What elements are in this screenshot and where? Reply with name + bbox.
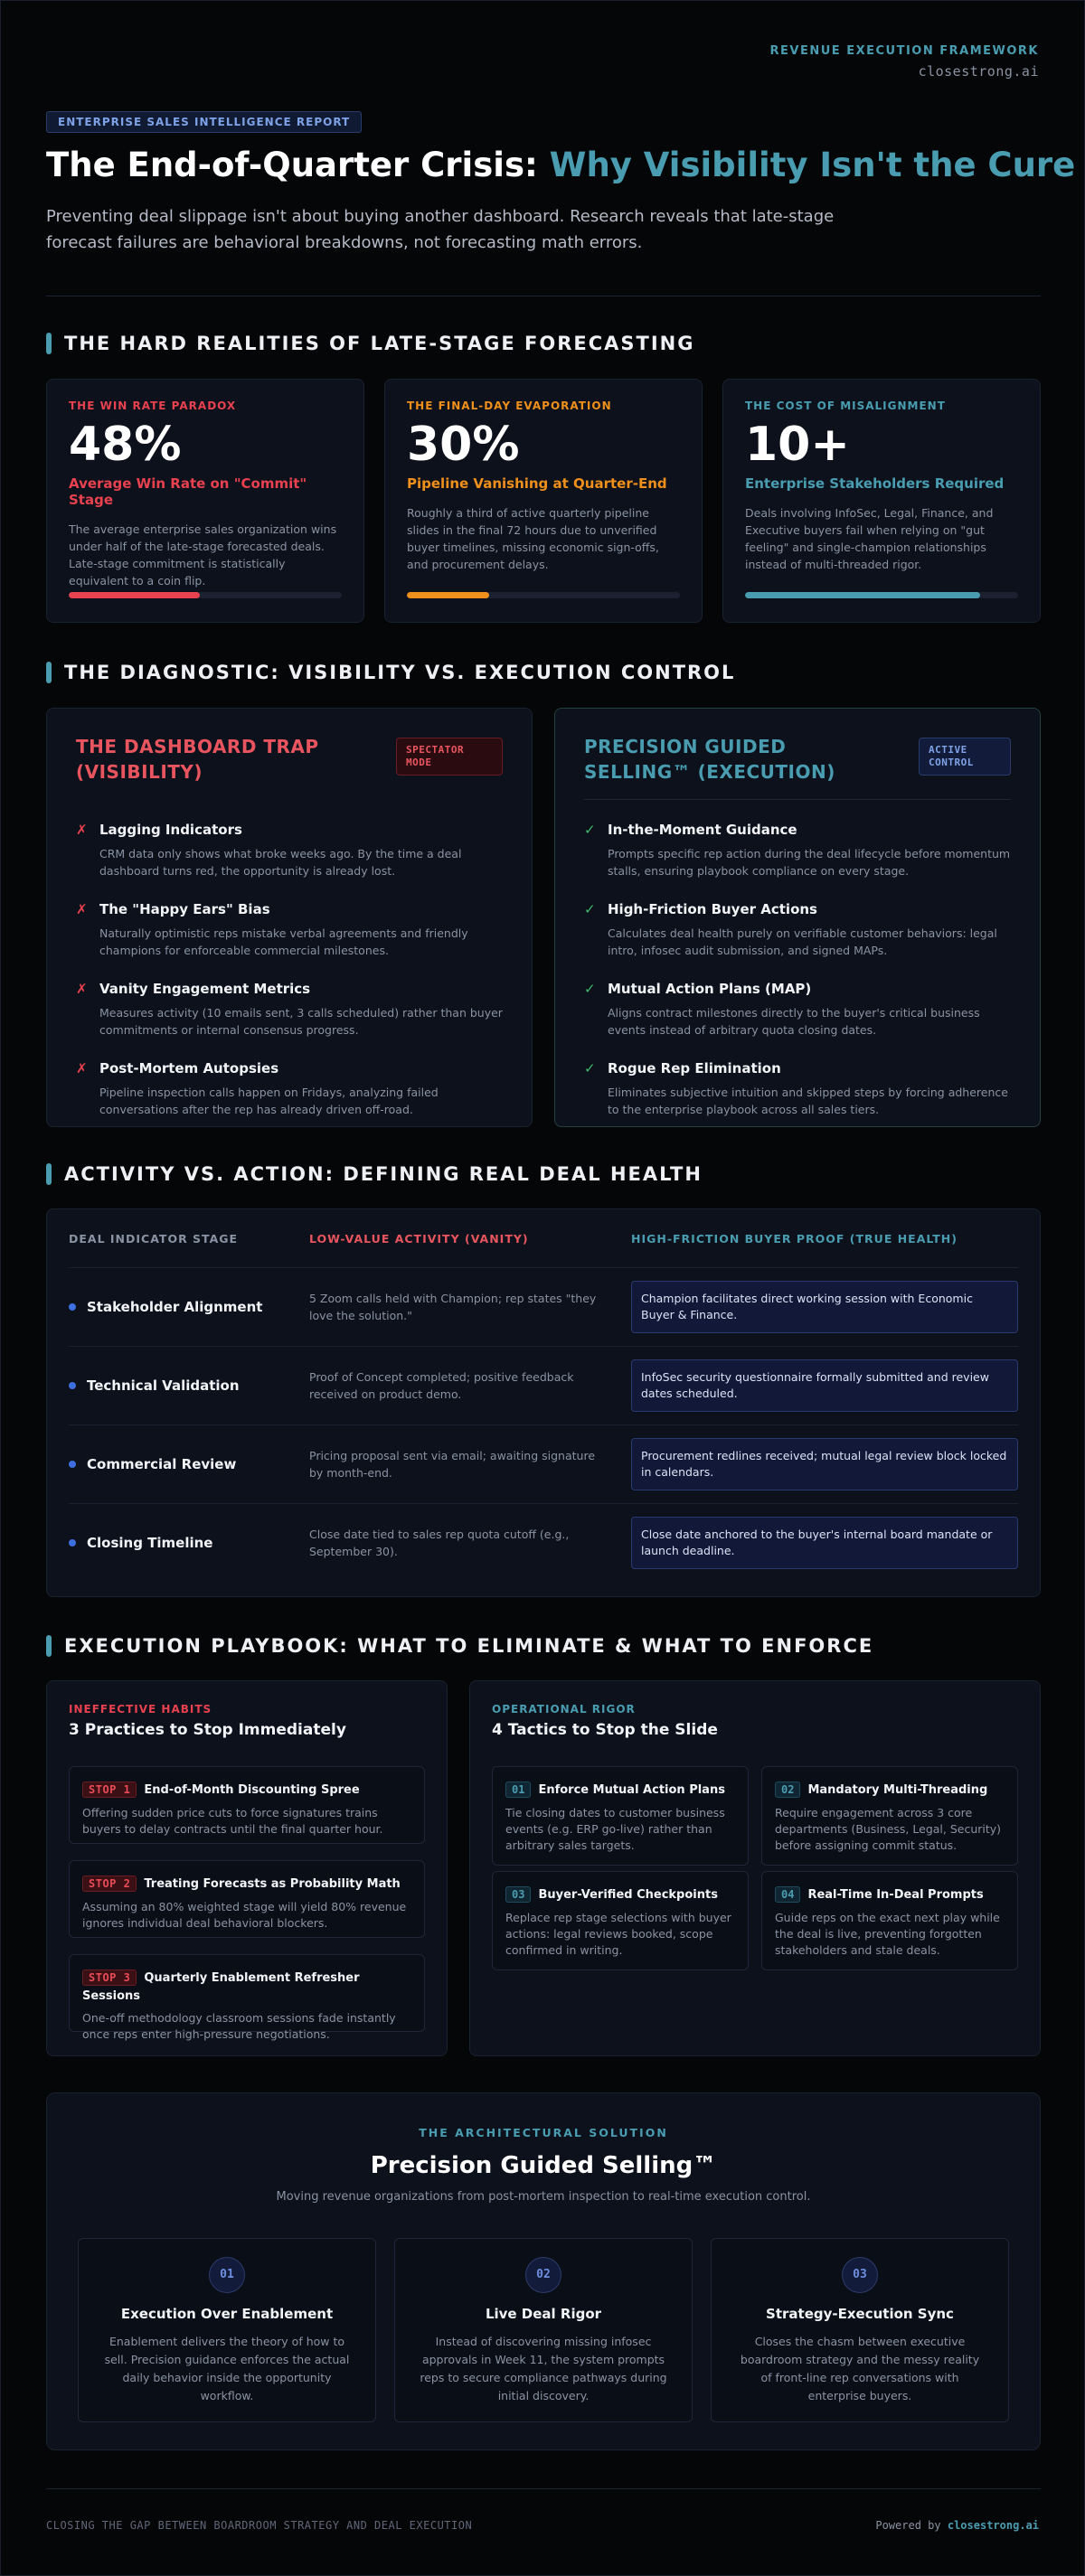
tactic-title: Buyer-Verified Checkpoints: [538, 1888, 718, 1902]
stop-tag: STOP 3: [82, 1970, 137, 1986]
check-icon: ✓: [584, 822, 596, 838]
tactic-number: 01: [505, 1782, 531, 1798]
stat-card-evaporation: [384, 379, 703, 623]
panel-label: INEFFECTIVE HABITS: [69, 1703, 212, 1716]
tactic-title: Real-Time In-Deal Prompts: [807, 1888, 984, 1902]
vanity-cell: Pricing proposal sent via email; awaiting signature by month-end.: [309, 1449, 596, 1480]
panel-divider: [584, 799, 1011, 800]
tactic-header: [775, 1780, 1005, 1798]
pillar-title: Live Deal Rigor: [485, 2306, 602, 2322]
item-description: Naturally optimistic reps mistake verbal agreements and friendly champions for enforceable commercial milestones.: [99, 926, 468, 957]
solution-title: Precision Guided Selling™: [370, 2152, 717, 2179]
tactic-card: [492, 1871, 749, 1970]
diagnostic-item: [76, 1060, 503, 1118]
tactic-number: 04: [775, 1886, 800, 1903]
stop-practices-panel: [46, 1680, 448, 2056]
stage-cell: [69, 1456, 309, 1472]
stat-progress-track: [407, 592, 680, 598]
title-accent: Why Visibility Isn't the Cure: [549, 146, 1076, 184]
stat-progress-track: [69, 592, 342, 598]
active-control-badge: ACTIVE CONTROL: [919, 738, 1011, 776]
proof-box: Close date anchored to the buyer's internal board mandate or launch deadline.: [631, 1517, 1018, 1569]
section-bar: [46, 1635, 52, 1657]
brand-name: closestrong.ai: [918, 63, 1039, 80]
dashboard-trap-panel: [46, 708, 533, 1127]
table-row: [69, 1503, 1018, 1582]
stop-header: [82, 1780, 411, 1798]
tactic-description: Replace rep stage selections with buyer actions: legal reviews booked, scope confirmed in writing.: [505, 1911, 731, 1957]
trap-list: [76, 822, 503, 1118]
stat-progress-fill: [69, 592, 200, 598]
stop-description: One-off methodology classroom sessions fade instantly once reps enter high-pressure negotiations.: [82, 2011, 396, 2041]
footer-brand-link[interactable]: closestrong.ai: [947, 2519, 1039, 2532]
stage-cell: [69, 1299, 309, 1315]
stat-subhead: Enterprise Stakeholders Required: [745, 475, 1005, 492]
proof-cell: [631, 1359, 1018, 1412]
guided-selling-panel: [554, 708, 1041, 1127]
page-subtitle: Preventing deal slippage isn't about buying another dashboard. Research reveals that late-stage forecast failures are behavioral breakdowns, not forecasting math errors.: [46, 207, 835, 252]
stage-name: Closing Timeline: [87, 1535, 213, 1551]
section-title: THE DIAGNOSTIC: VISIBILITY VS. EXECUTION CONTROL: [64, 662, 736, 683]
stage-cell: [69, 1535, 309, 1551]
bullet-dot-icon: [69, 1303, 76, 1311]
pillar-number: 02: [525, 2257, 561, 2293]
cross-icon: ✗: [76, 822, 88, 838]
item-description: Calculates deal health purely on verifiable customer behaviors: legal intro, infosec audit submission, and signed MAPs.: [608, 926, 997, 957]
cross-icon: ✗: [76, 1060, 88, 1076]
section-realities-heading: [46, 332, 695, 355]
cross-icon: ✗: [76, 981, 88, 997]
diagnostic-item: [584, 1060, 1011, 1118]
vanity-cell: 5 Zoom calls held with Champion; rep states "they love the solution.": [309, 1292, 597, 1322]
tactics-panel: [469, 1680, 1041, 2056]
stage-name: Commercial Review: [87, 1456, 237, 1472]
pillar-description: Instead of discovering missing infosec approvals in Week 11, the system prompts reps to secure compliance pathways during initial discovery.: [420, 2335, 667, 2402]
stat-description: Deals involving InfoSec, Legal, Finance, and Executive buyers fail when relying on "gut feeling" and single-champion relationships instead of multi-threaded rigor.: [745, 506, 994, 571]
section-title: THE HARD REALITIES OF LATE-STAGE FORECASTING: [64, 333, 695, 354]
stat-label: THE FINAL-DAY EVAPORATION: [407, 400, 612, 412]
column-header-vanity: LOW-VALUE ACTIVITY (VANITY): [309, 1231, 529, 1246]
stage-name: Stakeholder Alignment: [87, 1299, 263, 1315]
tactic-title: Enforce Mutual Action Plans: [538, 1783, 725, 1797]
footer-powered: [875, 2519, 1039, 2532]
stat-label: THE COST OF MISALIGNMENT: [745, 400, 946, 412]
check-icon: ✓: [584, 901, 596, 917]
stop-title: Quarterly Enablement Refresher Sessions: [82, 1971, 360, 2003]
vanity-cell: Close date tied to sales rep quota cutoff (e.g., September 30).: [309, 1528, 570, 1558]
section-title: ACTIVITY VS. ACTION: DEFINING REAL DEAL HEALTH: [64, 1163, 703, 1185]
section-bar: [46, 333, 52, 354]
proof-box: Champion facilitates direct working session with Economic Buyer & Finance.: [631, 1281, 1018, 1333]
column-header-stage: DEAL INDICATOR STAGE: [69, 1231, 239, 1246]
stop-tag: STOP 1: [82, 1782, 137, 1798]
proof-cell: [631, 1517, 1018, 1569]
section-diagnostic-heading: [46, 661, 735, 684]
bullet-dot-icon: [69, 1539, 76, 1547]
stat-description: The average enterprise sales organization wins under half of the late-stage forecasted deals. Late-stage commitment is statistically equivalent to a coin flip.: [69, 522, 337, 588]
proof-cell: [631, 1281, 1018, 1333]
bullet-dot-icon: [69, 1461, 76, 1468]
item-description: Pipeline inspection calls happen on Fridays, analyzing failed conversations after the rep has already driven off-road.: [99, 1086, 439, 1116]
stat-card-misalignment: [722, 379, 1041, 623]
tactic-title: Mandatory Multi-Threading: [807, 1783, 988, 1797]
vanity-cell: Proof of Concept completed; positive feedback received on product demo.: [309, 1370, 574, 1401]
bullet-dot-icon: [69, 1382, 76, 1389]
tactic-description: Require engagement across 3 core departments (Business, Legal, Security) before assigning commit status.: [775, 1806, 1002, 1852]
proof-cell: [631, 1438, 1018, 1490]
diagnostic-item: [584, 901, 1011, 959]
guidance-list: [584, 822, 1011, 1118]
powered-label: Powered by: [875, 2519, 941, 2532]
stat-subhead: Pipeline Vanishing at Quarter-End: [407, 475, 667, 492]
panel-title: PRECISION GUIDED SELLING™ (EXECUTION): [584, 736, 835, 783]
panel-divider: [76, 799, 503, 800]
stat-number: 48%: [69, 418, 182, 472]
pillar-title: Strategy-Execution Sync: [766, 2306, 954, 2322]
stat-description: Roughly a third of active quarterly pipeline slides in the final 72 hours due to unverified buyer timelines, missing economic sign-offs, and procurement delays.: [407, 506, 659, 571]
item-title: Rogue Rep Elimination: [608, 1060, 781, 1076]
section-playbook-heading: [46, 1634, 873, 1658]
solution-subtitle: Moving revenue organizations from post-mortem inspection to real-time execution control.: [276, 2190, 811, 2204]
tactic-description: Guide reps on the exact next play while the deal is live, preventing forgotten stakeholders and stale deals.: [775, 1911, 1000, 1957]
item-title: The "Happy Ears" Bias: [99, 901, 270, 917]
item-title: Lagging Indicators: [99, 822, 242, 838]
stop-description: Offering sudden price cuts to force signatures trains buyers to delay contracts until the final quarter hour.: [82, 1806, 383, 1836]
tactic-header: [505, 1780, 735, 1798]
stage-cell: [69, 1377, 309, 1394]
stop-title: End-of-Month Discounting Spree: [144, 1783, 360, 1797]
stat-label: THE WIN RATE PARADOX: [69, 400, 237, 412]
panel-title: 3 Practices to Stop Immediately: [69, 1721, 346, 1739]
pillar-title: Execution Over Enablement: [120, 2306, 334, 2322]
proof-box: Procurement redlines received; mutual legal review block locked in calendars.: [631, 1438, 1018, 1490]
panel-label: OPERATIONAL RIGOR: [492, 1703, 636, 1716]
stat-number: 10+: [745, 418, 850, 472]
item-title: Post-Mortem Autopsies: [99, 1060, 279, 1076]
stop-header: [82, 1874, 411, 1892]
stat-card-win-rate: [46, 379, 364, 623]
stat-progress-fill: [407, 592, 489, 598]
stat-progress-fill: [745, 592, 980, 598]
tactic-number: 03: [505, 1886, 531, 1903]
tactic-card: [492, 1766, 749, 1866]
pillar-card: [394, 2238, 693, 2422]
pillar-number: 03: [842, 2257, 878, 2293]
section-health-heading: [46, 1162, 703, 1186]
tactic-card: [761, 1766, 1018, 1866]
table-header: [69, 1209, 1018, 1267]
section-bar: [46, 1163, 52, 1185]
tactic-header: [505, 1885, 735, 1903]
tactic-number: 02: [775, 1782, 800, 1798]
stat-number: 30%: [407, 418, 520, 472]
tactic-header: [775, 1885, 1005, 1903]
report-badge: ENTERPRISE SALES INTELLIGENCE REPORT: [46, 111, 362, 133]
item-description: Eliminates subjective intuition and skipped steps by forcing adherence to the enterprise playbook across all sales tiers.: [608, 1086, 1008, 1116]
item-description: Prompts specific rep action during the deal lifecycle before momentum stalls, ensuring playbook compliance on every stage.: [608, 847, 1011, 878]
header-meta: [770, 44, 1039, 80]
footer-tagline: CLOSING THE GAP BETWEEN BOARDROOM STRATEGY AND DEAL EXECUTION: [46, 2519, 473, 2532]
item-description: Measures activity (10 emails sent, 3 calls scheduled) rather than buyer commitments or internal consensus progress.: [99, 1006, 503, 1037]
tactic-description: Tie closing dates to customer business events (e.g. ERP go-live) rather than arbitrary sales targets.: [505, 1806, 725, 1852]
stop-header: [82, 1968, 411, 2003]
table-body: [69, 1267, 1018, 1582]
stop-tag: STOP 2: [82, 1876, 137, 1892]
section-bar: [46, 662, 52, 683]
title-main: The End-of-Quarter Crisis:: [46, 146, 550, 184]
tactic-card: [761, 1871, 1018, 1970]
item-title: Vanity Engagement Metrics: [99, 981, 311, 997]
stop-practice-card: [69, 1954, 425, 2041]
stop-practice-card: [69, 1766, 425, 1844]
section-title: EXECUTION PLAYBOOK: WHAT TO ELIMINATE & WHAT TO ENFORCE: [64, 1635, 874, 1657]
diagnostic-item: [584, 981, 1011, 1039]
diagnostic-item: [76, 901, 503, 959]
solution-panel: [46, 2092, 1041, 2450]
column-header-proof: HIGH-FRICTION BUYER PROOF (TRUE HEALTH): [631, 1231, 958, 1246]
table-row: [69, 1346, 1018, 1424]
deal-health-table: [46, 1208, 1041, 1597]
cross-icon: ✗: [76, 901, 88, 917]
stage-name: Technical Validation: [87, 1377, 240, 1394]
stop-description: Assuming an 80% weighted stage will yield 80% revenue ignores individual deal behavioral blockers.: [82, 1900, 407, 1930]
footer-divider: [46, 2488, 1041, 2489]
pillar-card: [711, 2238, 1009, 2422]
diagnostic-item: [76, 822, 503, 879]
diagnostic-item: [584, 822, 1011, 879]
item-description: Aligns contract milestones directly to the buyer's critical business events instead of arbitrary quota closing dates.: [608, 1006, 980, 1037]
item-title: High-Friction Buyer Actions: [608, 901, 817, 917]
pillar-number: 01: [209, 2257, 245, 2293]
stop-practice-card: [69, 1860, 425, 1938]
pillar-description: Enablement delivers the theory of how to sell. Precision guidance enforces the actual daily behavior inside the opportunity workflow.: [104, 2335, 350, 2402]
item-title: In-the-Moment Guidance: [608, 822, 797, 838]
stat-subhead: Average Win Rate on "Commit" Stage: [69, 475, 307, 508]
check-icon: ✓: [584, 1060, 596, 1076]
table-row: [69, 1424, 1018, 1503]
stat-progress-track: [745, 592, 1018, 598]
proof-box: InfoSec security questionnaire formally submitted and review dates scheduled.: [631, 1359, 1018, 1412]
diagnostic-item: [76, 981, 503, 1039]
stop-title: Treating Forecasts as Probability Math: [144, 1877, 401, 1891]
item-title: Mutual Action Plans (MAP): [608, 981, 812, 997]
pillar-card: [78, 2238, 376, 2422]
panel-title: 4 Tactics to Stop the Slide: [492, 1721, 718, 1739]
framework-label: REVENUE EXECUTION FRAMEWORK: [769, 44, 1039, 58]
page-title: [46, 146, 1075, 184]
item-description: CRM data only shows what broke weeks ago. By the time a deal dashboard turns red, the opportunity is already lost.: [99, 847, 462, 878]
table-row: [69, 1267, 1018, 1346]
spectator-mode-badge: SPECTATOR MODE: [396, 738, 503, 776]
solution-label: THE ARCHITECTURAL SOLUTION: [419, 2126, 668, 2139]
check-icon: ✓: [584, 981, 596, 997]
pillar-description: Closes the chasm between executive boardroom strategy and the messy reality of front-line rep conversations with enterprise buyers.: [740, 2335, 980, 2402]
panel-title: THE DASHBOARD TRAP (VISIBILITY): [76, 736, 319, 783]
